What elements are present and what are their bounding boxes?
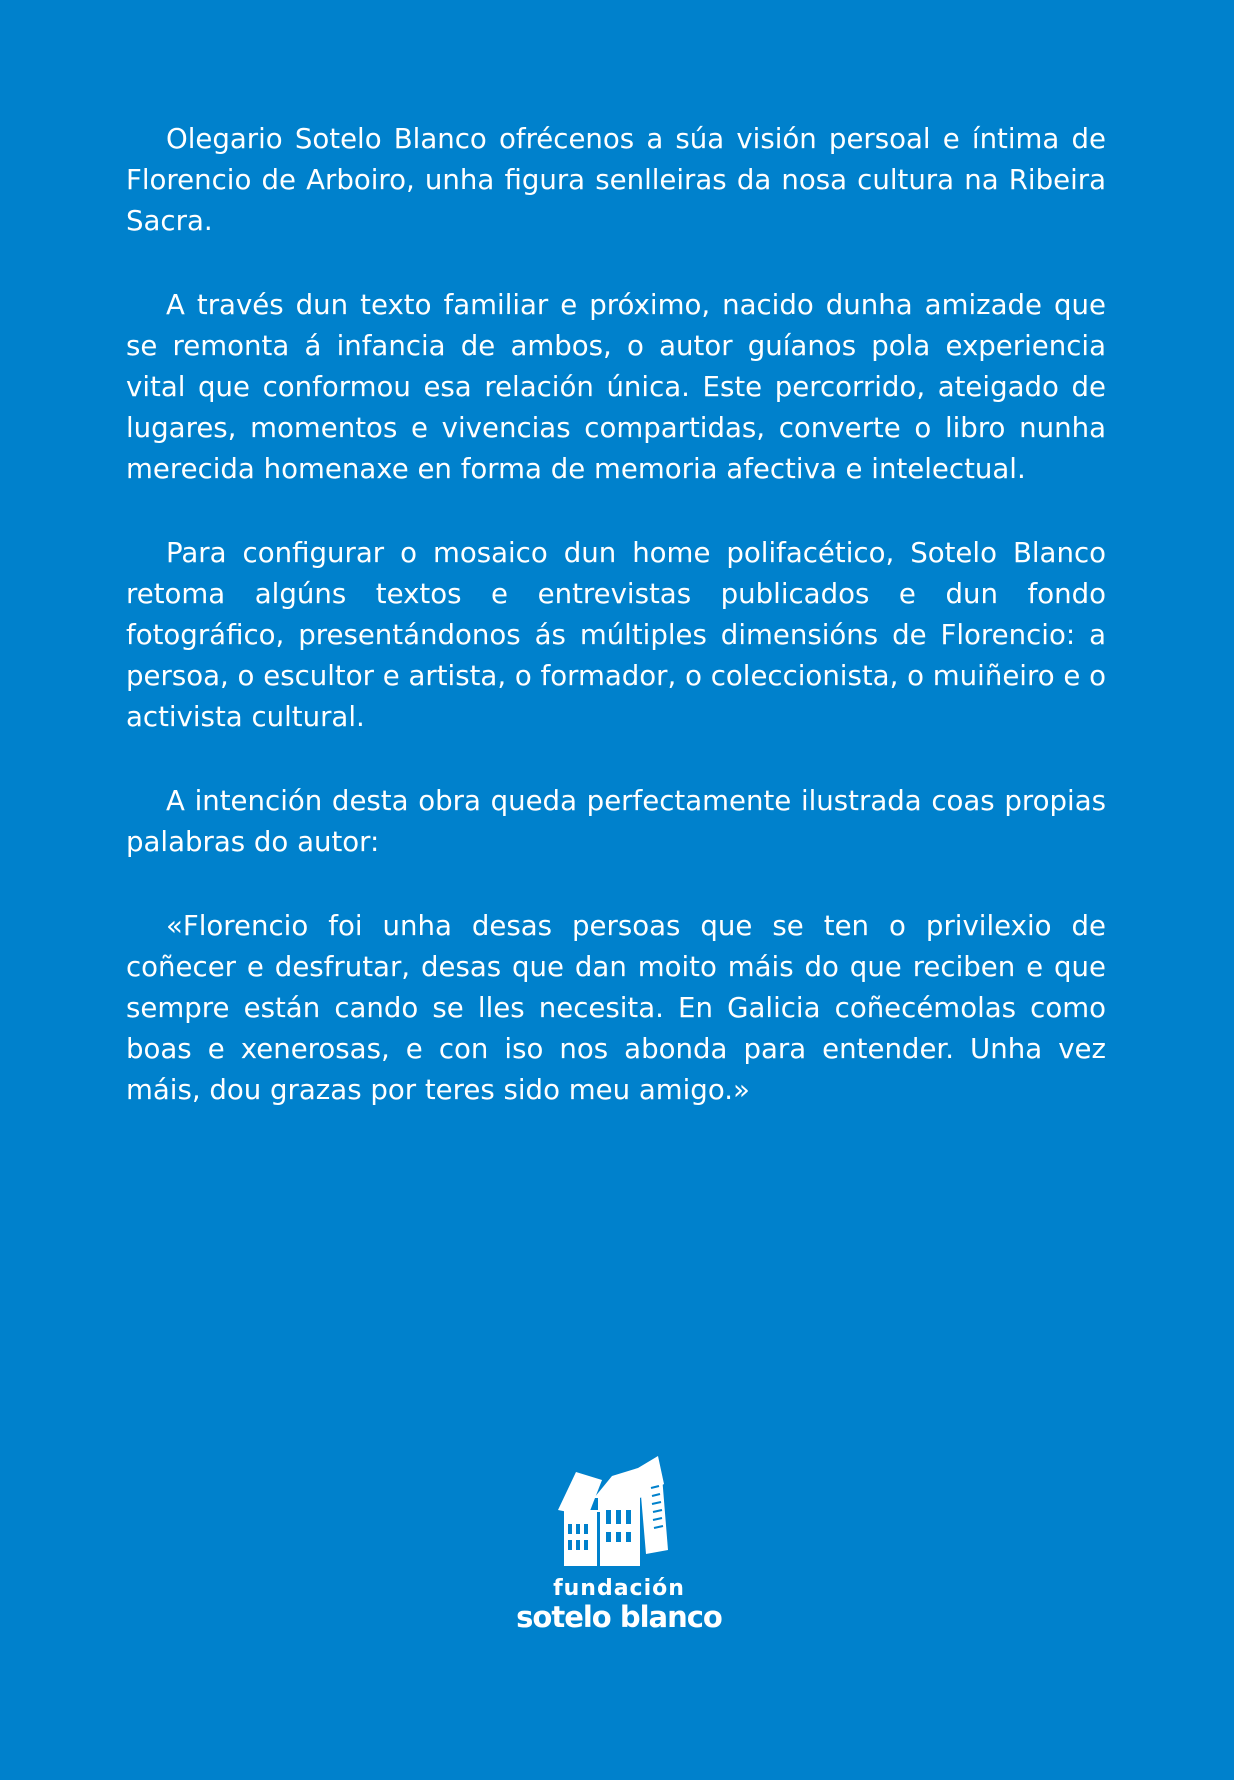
paragraph-quote: «Florencio foi unha desas persoas que se ten o privilexio de coñecer e desfrutar, desas que dan moito máis do que reciben e que sempre están cando se lles necesita. En Galicia coñecémolas como boas e xenerosas, e con iso nos abonda para entender. Unha vez máis, dou grazas por teres sido meu amigo.» [126,909,1106,1106]
buildings-icon [554,1454,684,1566]
left-building [564,1510,598,1566]
paragraph-intro: Olegario Sotelo Blanco ofrécenos a súa visión persoal e íntima de Florencio de Arboiro, unha figura senlleiras da nosa cultura na Ribeira Sacra. [126,122,1106,237]
logo-text-fundacion: fundación [553,1576,685,1601]
foundation-logo [514,1454,724,1644]
paragraph-intention: A intención desta obra queda perfectamente ilustrada coas propias palabras do autor: [126,784,1106,858]
paragraph-journey: A través dun texto familiar e próximo, nacido dunha amizade que se remonta á infancia de ambos, o autor guíanos pola experiencia vital que conformou esa relación única. Este percorrido, ateigado de lugares, momentos e vivencias compartidas, converte o libro nunha merecida homenaxe en forma de memoria afectiva e intelectual. [126,288,1106,485]
blurb-text [126,118,1106,1153]
logo-text-sotelo-blanco: sotelo blanco [516,1600,722,1634]
paragraph-mosaic: Para configurar o mosaico dun home polifacético, Sotelo Blanco retoma algúns textos e entrevistas publicados e dun fondo fotográfico, presentándonos ás múltiples dimensións de Florencio: a persoa, o escultor e artista, o formador, o coleccionista, o muiñeiro e o activista cultural. [126,536,1106,733]
left-roof [558,1472,602,1516]
